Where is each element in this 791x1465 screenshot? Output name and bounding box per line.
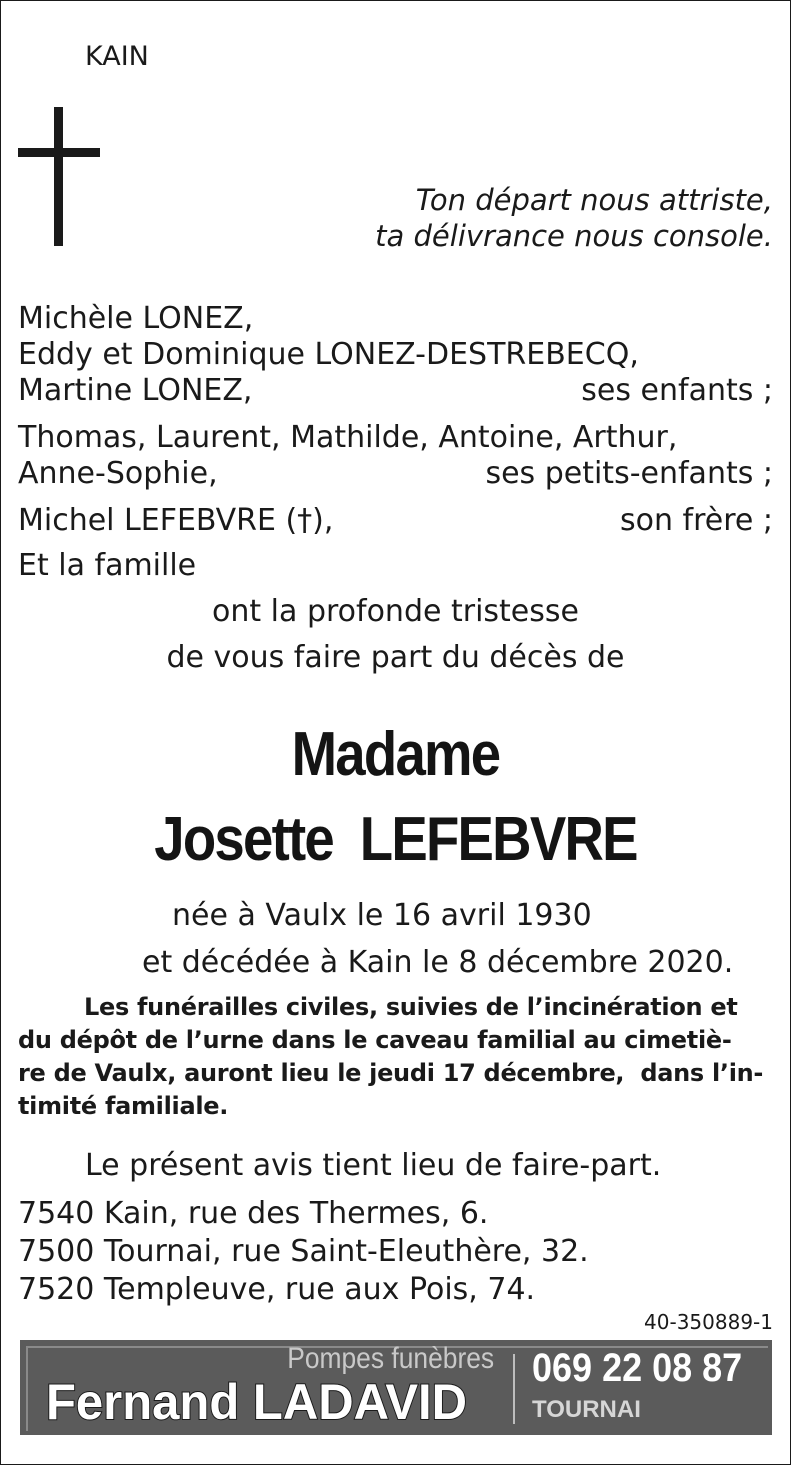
- funeral-home-name: Fernand LADAVID: [46, 1374, 468, 1430]
- quote-line-1: Ton départ nous attriste,: [415, 183, 773, 217]
- birth-date: née à Vaulx le 16 avril 1930: [172, 898, 592, 933]
- address-line: 7540 Kain, rue des Thermes, 6.: [18, 1196, 489, 1231]
- notice-statement: Le présent avis tient lieu de faire-part.: [85, 1148, 662, 1183]
- quote-line-2: ta délivrance nous console.: [375, 219, 773, 253]
- address-line: 7500 Tournai, rue Saint-Eleuthère, 32.: [18, 1234, 589, 1269]
- announcement-line-2: de vous faire part du décès de: [166, 640, 625, 675]
- grandchildren-line-1: Thomas, Laurent, Mathilde, Antoine, Arthur,: [18, 420, 678, 455]
- banner-divider: [513, 1354, 515, 1424]
- address-line: 7520 Templeuve, rue aux Pois, 74.: [18, 1272, 536, 1307]
- funeral-line: timité familiale.: [18, 1092, 229, 1120]
- funeral-home-phone: 069 22 08 87: [532, 1346, 743, 1390]
- grandchildren-role: ses petits-enfants ;: [485, 456, 773, 491]
- brother-name: Michel LEFEBVRE (†),: [18, 503, 334, 538]
- funeral-line: re de Vaulx, auront lieu le jeudi 17 décembre, dans l’in-: [18, 1059, 764, 1087]
- deceased-name: Josette LEFEBVRE: [154, 805, 637, 874]
- grandchildren-line-2: Anne-Sophie,: [18, 456, 218, 491]
- child-name-1: Michèle LONEZ,: [18, 301, 254, 336]
- funeral-home-label: Pompes funèbres: [287, 1342, 494, 1375]
- funeral-home-city: TOURNAI: [532, 1396, 641, 1423]
- location-heading: KAIN: [85, 41, 149, 72]
- child-name-3: Martine LONEZ,: [18, 373, 253, 408]
- funeral-line: Les funérailles civiles, suivies de l’incinération et: [84, 993, 738, 1021]
- reference-number: 40-350889-1: [644, 1310, 773, 1334]
- death-date: et décédée à Kain le 8 décembre 2020.: [142, 945, 734, 980]
- extended-family: Et la famille: [18, 548, 197, 583]
- deceased-title: Madame: [291, 720, 500, 789]
- funeral-details: [18, 991, 773, 1123]
- child-name-2: Eddy et Dominique LONEZ-DESTREBECQ,: [18, 337, 639, 372]
- brother-role: son frère ;: [619, 503, 773, 538]
- children-role: ses enfants ;: [581, 373, 773, 408]
- funeral-line: du dépôt de l’urne dans le caveau familial au cimetiè-: [18, 1026, 732, 1054]
- funeral-home-banner: [20, 1340, 772, 1435]
- announcement-line-1: ont la profonde tristesse: [212, 594, 579, 629]
